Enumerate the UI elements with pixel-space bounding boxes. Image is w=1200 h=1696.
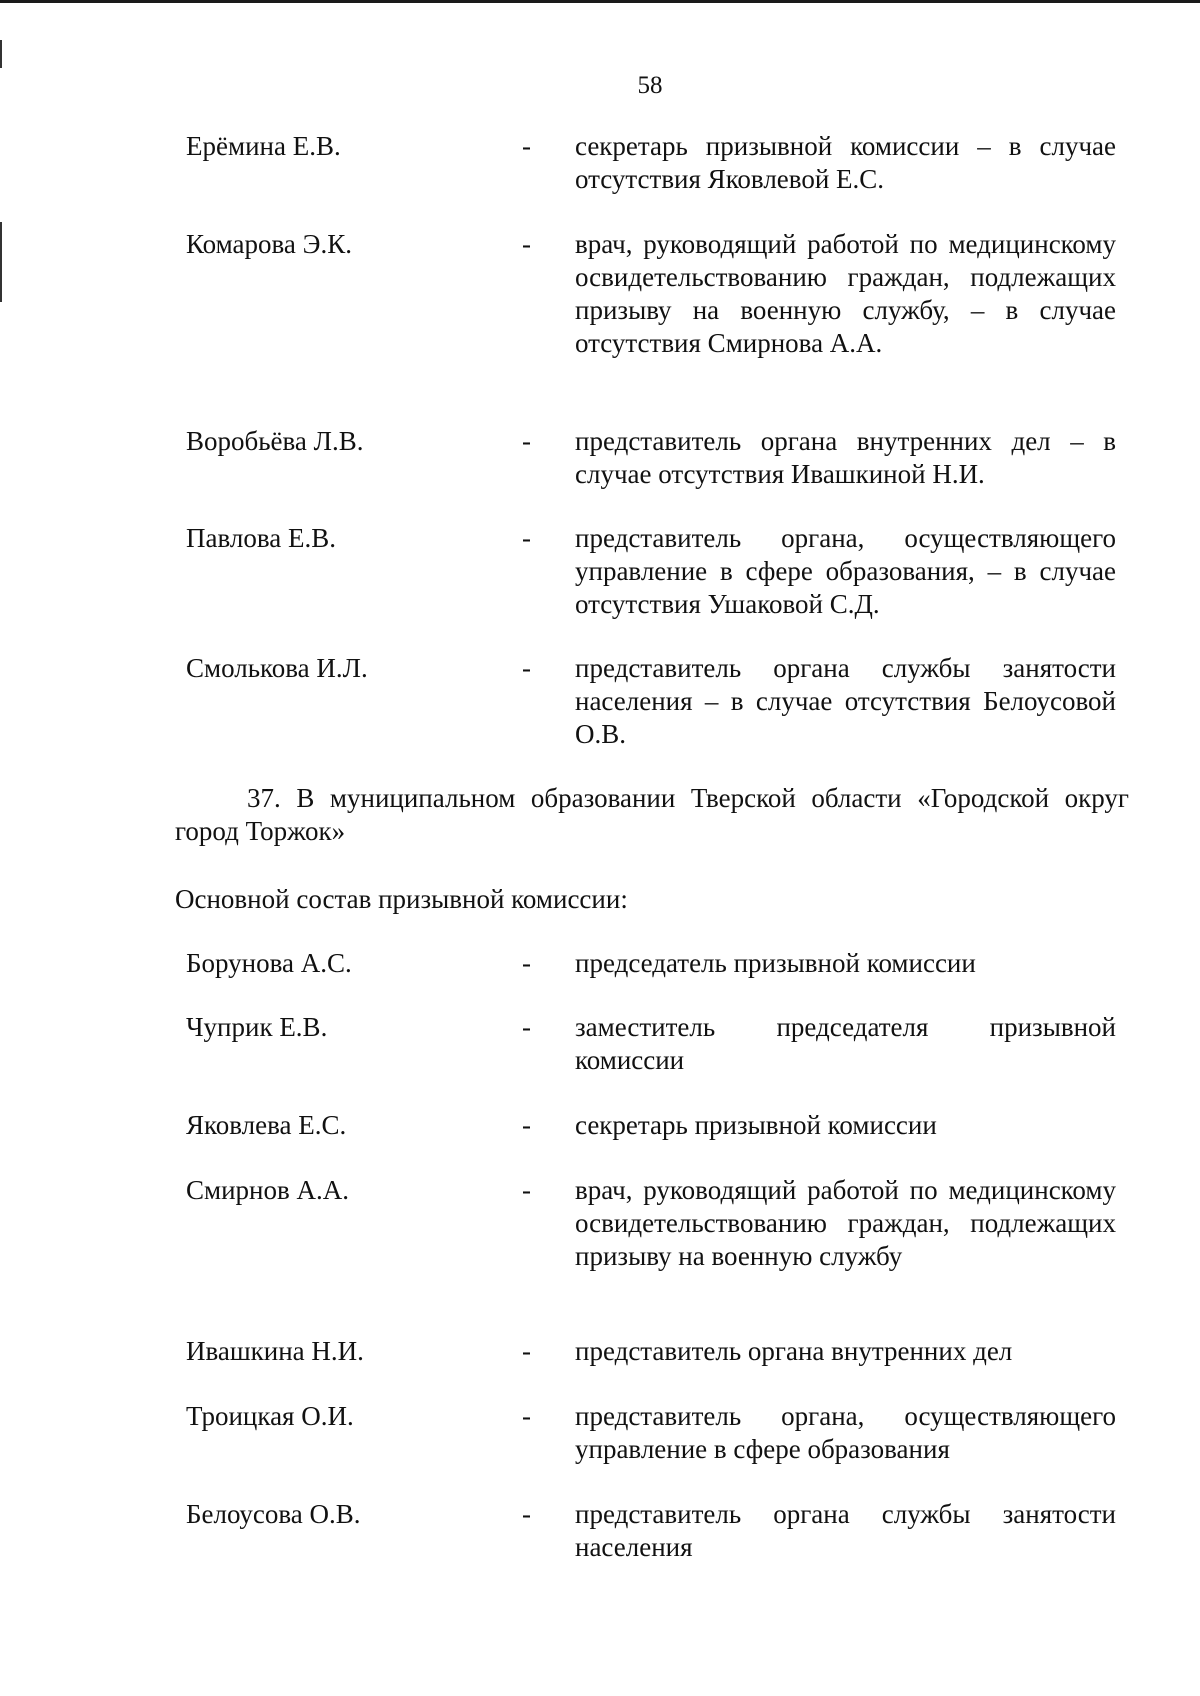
member-role: заместитель председателя призывной комиссии <box>575 1012 1116 1075</box>
composition-label: Основной состав призывной комиссии: <box>175 884 628 914</box>
section-heading: 37. В муниципальном образовании Тверской области «Городской округ город Торжок» <box>175 783 1129 846</box>
separator-dash: - <box>522 1012 531 1042</box>
member-role: врач, руководящий работой по медицинскому освидетельствованию граждан, подлежащих призыву на военную службу <box>575 1175 1116 1271</box>
member-name: Ерёмина Е.В. <box>186 131 341 161</box>
separator-dash: - <box>522 1401 531 1431</box>
separator-dash: - <box>522 1336 531 1366</box>
member-role: представитель органа внутренних дел – в случае отсутствия Ивашкиной Н.И. <box>575 426 1116 489</box>
page-number: 58 <box>637 72 663 99</box>
member-name: Комарова Э.К. <box>186 229 352 259</box>
member-name: Смирнов А.А. <box>186 1175 349 1205</box>
separator-dash: - <box>522 523 531 553</box>
separator-dash: - <box>522 131 531 161</box>
member-role: председатель призывной комиссии <box>575 948 976 978</box>
member-name: Смолькова И.Л. <box>186 653 368 683</box>
separator-dash: - <box>522 229 531 259</box>
member-role: представитель органа, осуществляющего управление в сфере образования, – в случае отсутствия Ушаковой С.Д. <box>575 523 1116 619</box>
member-name: Борунова А.С. <box>186 948 352 978</box>
member-role: секретарь призывной комиссии <box>575 1110 937 1140</box>
member-role: секретарь призывной комиссии – в случае отсутствия Яковлевой Е.С. <box>575 131 1116 194</box>
member-name: Белоусова О.В. <box>186 1499 361 1529</box>
member-role: представитель органа, осуществляющего управление в сфере образования <box>575 1401 1116 1464</box>
scan-edge-mark <box>0 222 2 302</box>
member-name: Воробьёва Л.В. <box>186 426 364 456</box>
scan-edge-mark <box>0 40 2 68</box>
member-role: врач, руководящий работой по медицинскому освидетельствованию граждан, подлежащих призыву на военную службу, – в случае отсутствия Смирнова А.А. <box>575 229 1116 358</box>
separator-dash: - <box>522 1175 531 1205</box>
member-name: Павлова Е.В. <box>186 523 336 553</box>
member-name: Яковлева Е.С. <box>186 1110 347 1140</box>
member-role: представитель органа внутренних дел <box>575 1336 1013 1366</box>
separator-dash: - <box>522 1499 531 1529</box>
member-name: Ивашкина Н.И. <box>186 1336 364 1366</box>
separator-dash: - <box>522 1110 531 1140</box>
member-role: представитель органа службы занятости населения – в случае отсутствия Белоусовой О.В. <box>575 653 1116 749</box>
separator-dash: - <box>522 653 531 683</box>
scan-top-border <box>0 0 1200 3</box>
member-role: представитель органа службы занятости населения <box>575 1499 1116 1562</box>
member-name: Чуприк Е.В. <box>186 1012 328 1042</box>
separator-dash: - <box>522 426 531 456</box>
separator-dash: - <box>522 948 531 978</box>
member-name: Троицкая О.И. <box>186 1401 354 1431</box>
